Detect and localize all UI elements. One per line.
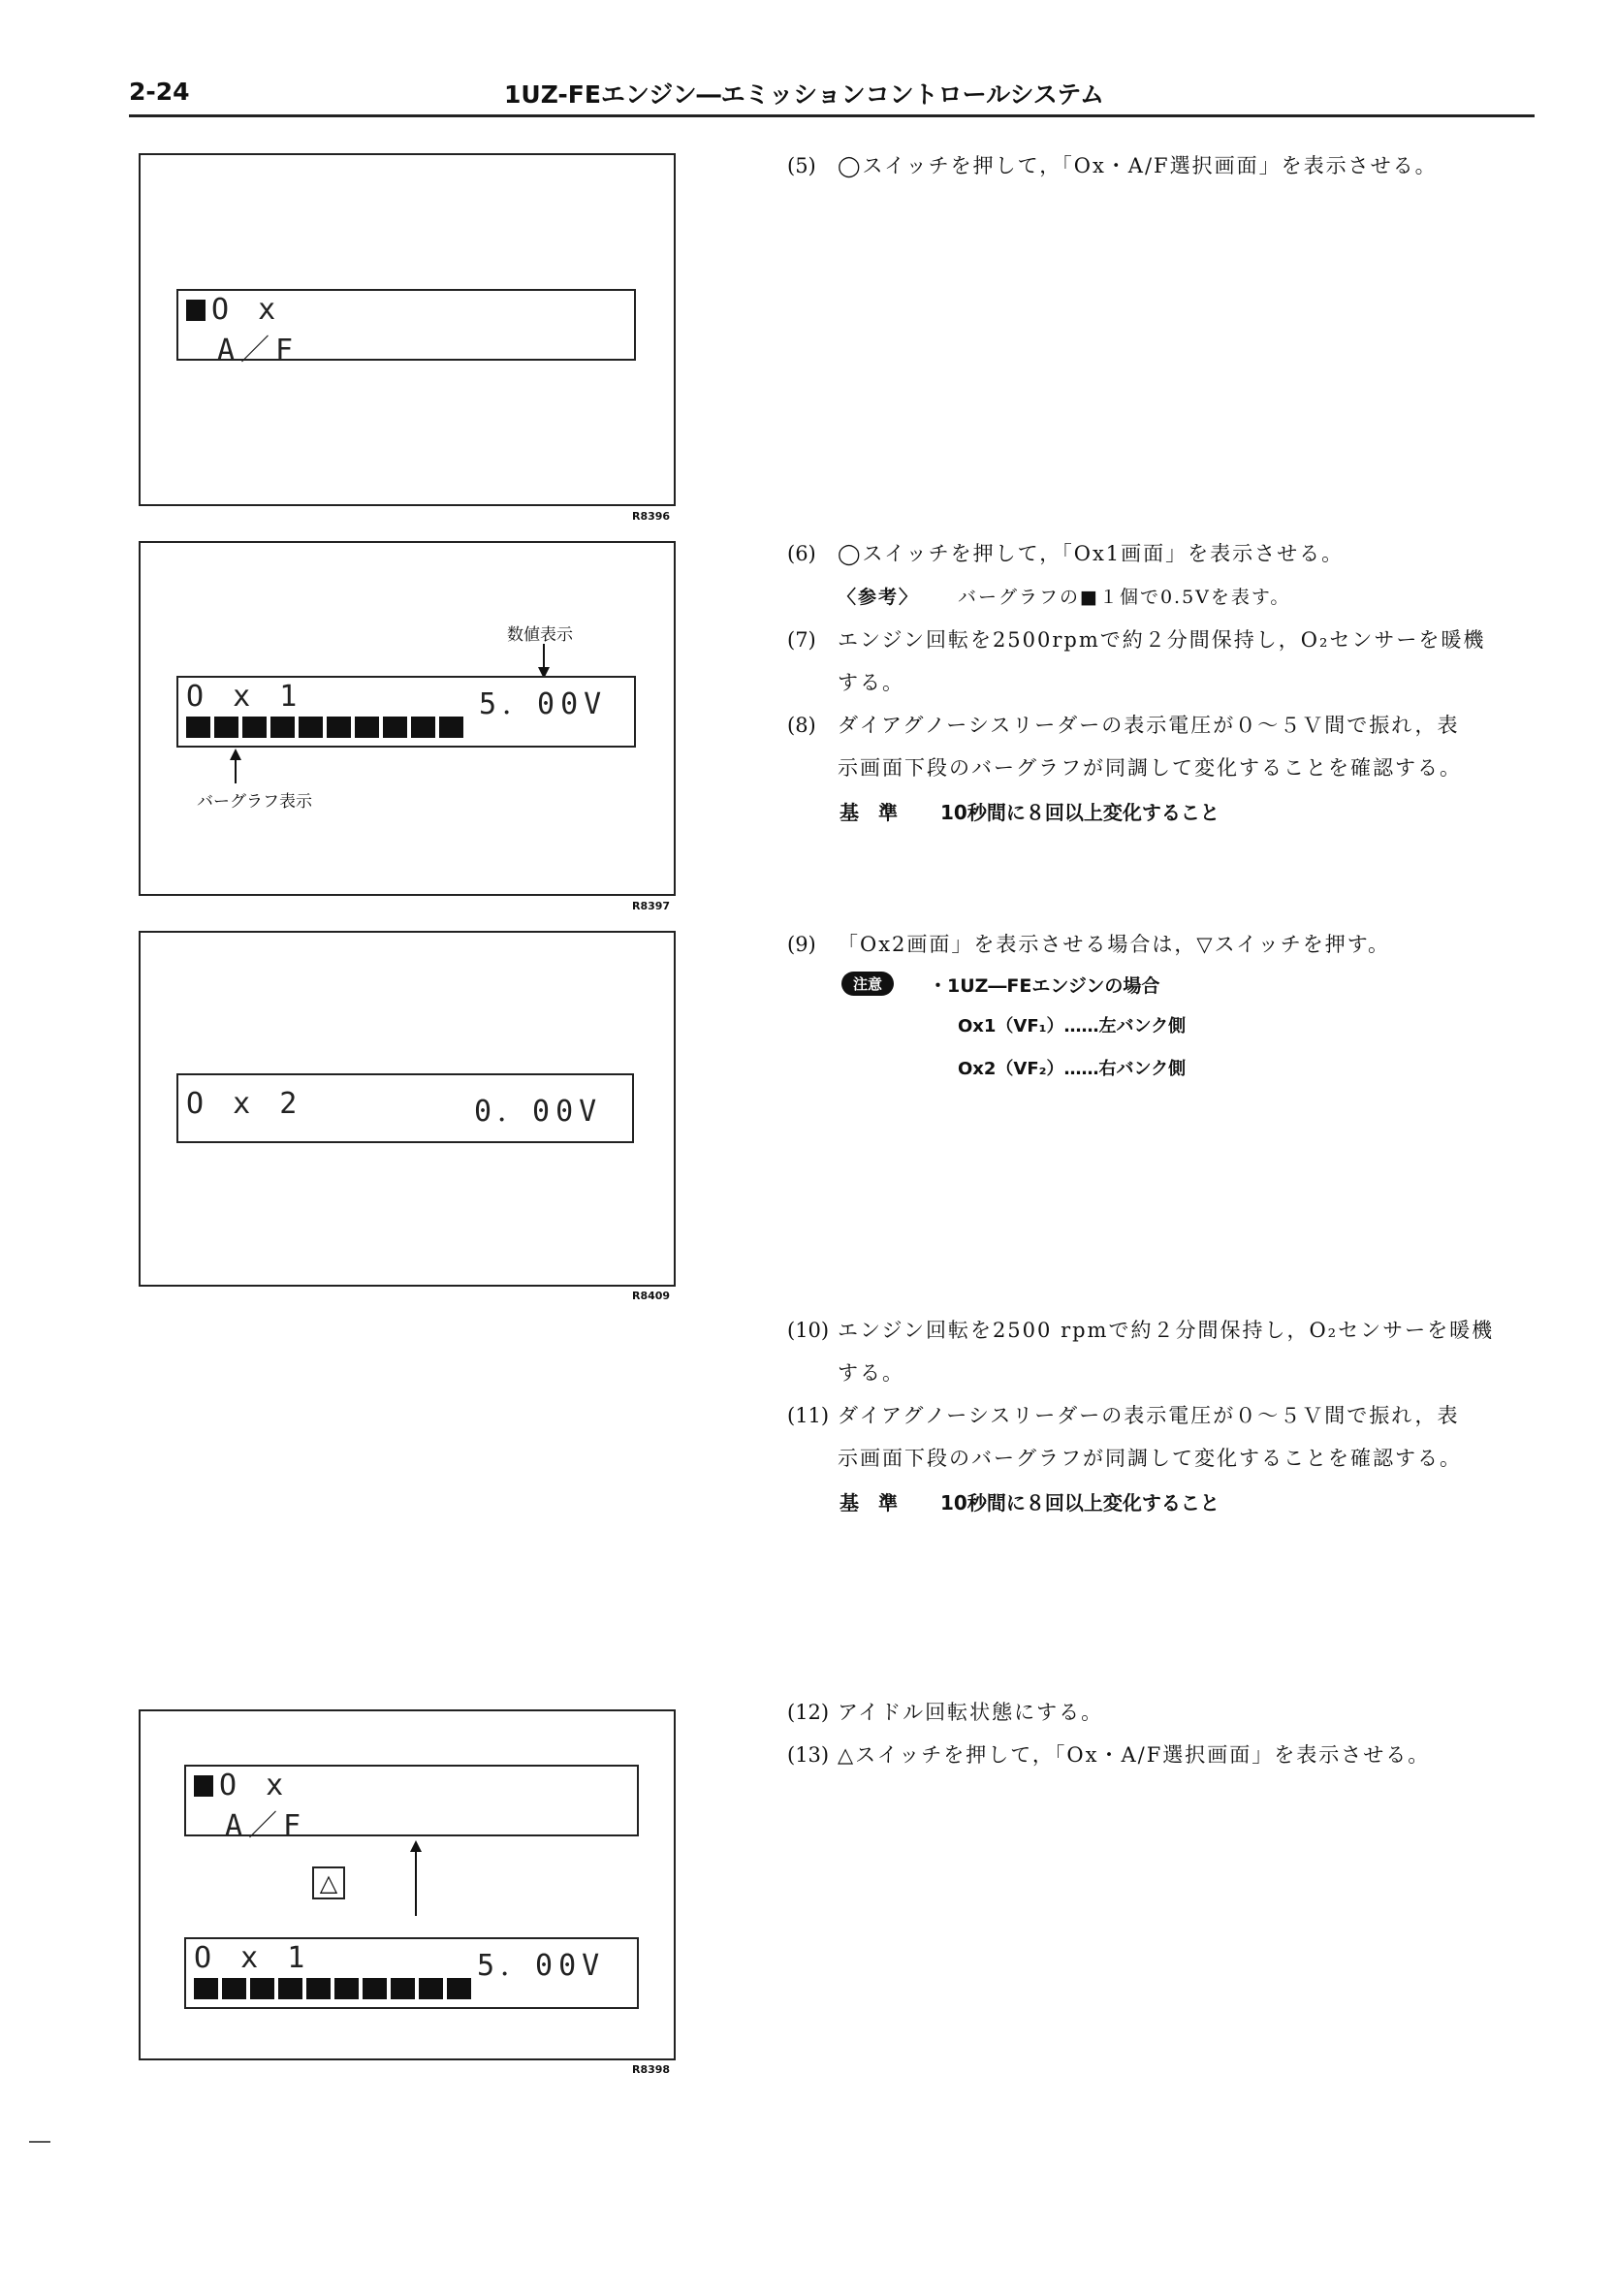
bar-segment xyxy=(419,1978,443,1999)
lcd-voltage-value: 5．00V xyxy=(477,1949,606,1983)
scan-mark xyxy=(29,2141,50,2143)
figure-ox1-screen xyxy=(139,541,676,896)
figure-code: R8396 xyxy=(632,510,671,523)
bar-segment xyxy=(411,717,435,738)
bar-segment xyxy=(383,717,407,738)
figure-ox2-screen xyxy=(139,931,676,1287)
step-10: (10) エンジン回転を2500 rpmで約２分間保持し，O₂センサーを暖機 xyxy=(787,1319,1495,1342)
bar-segment xyxy=(391,1978,415,1999)
bar-segment xyxy=(327,717,351,738)
bar-segment xyxy=(186,717,210,738)
bar-segment xyxy=(278,1978,302,1999)
step-7: (7) エンジン回転を2500rpmで約２分間保持し，O₂センサーを暖機 xyxy=(787,628,1486,652)
bar-segment xyxy=(299,717,323,738)
bar-segment xyxy=(222,1978,246,1999)
caution-line-1: ・1UZ―FEエンジンの場合 xyxy=(929,975,1160,997)
bar-graph-label: バーグラフ表示 xyxy=(197,792,312,812)
lcd-ox1-label: O x 1 xyxy=(194,1941,311,1975)
reference-note: 〈参考〉 バーグラフの■１個で0.5Vを表す。 xyxy=(838,587,1291,608)
arrow-up-icon xyxy=(415,1850,417,1916)
step-11: (11) ダイアグノーシスリーダーの表示電圧が０～５Ｖ間で振れ，表 xyxy=(787,1404,1460,1427)
bar-segment xyxy=(306,1978,331,1999)
page-number: 2-24 xyxy=(129,78,190,106)
figure-code: R8397 xyxy=(632,900,671,912)
bar-segment xyxy=(270,717,295,738)
bar-segment xyxy=(194,1978,218,1999)
value-display-label: 数値表示 xyxy=(507,625,573,645)
lcd-display xyxy=(184,1765,639,1843)
lcd-line-af: A／F xyxy=(217,334,300,367)
standard-2: 基 準 10秒間に８回以上変化すること xyxy=(840,1491,1220,1515)
bar-segment xyxy=(214,717,238,738)
caution-badge: 注意 xyxy=(841,972,894,996)
header-rule xyxy=(129,114,1535,117)
lcd-display xyxy=(176,289,636,367)
caution-line-3: Ox2（VF₂）……右バンク側 xyxy=(958,1059,1187,1079)
cursor-block xyxy=(186,300,206,321)
step-6: (6) ◯スイッチを押して，「Ox1画面」を表示させる。 xyxy=(787,542,1345,565)
caution-line-2: Ox1（VF₁）……左バンク側 xyxy=(958,1016,1187,1036)
step-13: (13) △スイッチを押して，「Ox・A/F選択画面」を表示させる。 xyxy=(787,1743,1431,1767)
step-10-cont: する。 xyxy=(838,1361,904,1385)
standard-1: 基 準 10秒間に８回以上変化すること xyxy=(840,801,1220,824)
lcd-ox1-label: O x 1 xyxy=(186,680,303,714)
bar-segment xyxy=(439,717,463,738)
lcd-display xyxy=(184,1937,639,2009)
figure-code: R8398 xyxy=(632,2063,671,2076)
lcd-display xyxy=(176,1073,634,1143)
bar-segment xyxy=(447,1978,471,1999)
arrow-up-icon xyxy=(235,758,237,783)
step-11-cont: 示画面下段のバーグラフが同調して変化することを確認する。 xyxy=(838,1447,1462,1470)
figure-ox-af-select xyxy=(139,153,676,506)
figure-return-to-select xyxy=(139,1709,676,2060)
bar-segment xyxy=(334,1978,359,1999)
arrow-down-icon xyxy=(543,644,545,669)
bar-graph xyxy=(194,1978,471,1999)
bar-graph xyxy=(186,717,463,738)
lcd-ox2-label: O x 2 xyxy=(186,1087,303,1121)
bar-segment xyxy=(242,717,267,738)
page-title: 1UZ-FEエンジン―エミッションコントロールシステム xyxy=(504,80,1105,109)
step-9: (9) 「Ox2画面」を表示させる場合は，▽スイッチを押す。 xyxy=(787,933,1391,956)
lcd-display xyxy=(176,676,636,748)
figure-code: R8409 xyxy=(632,1290,671,1302)
lcd-line-ox: O x xyxy=(211,293,282,327)
cursor-block xyxy=(194,1775,213,1797)
step-12: (12) アイドル回転状態にする。 xyxy=(787,1701,1104,1724)
step-5: (5) ◯スイッチを押して，「Ox・A/F選択画面」を表示させる。 xyxy=(787,154,1438,177)
up-triangle-switch-icon: △ xyxy=(312,1866,345,1899)
step-7-cont: する。 xyxy=(838,671,904,694)
lcd-voltage-value: 5．00V xyxy=(479,687,608,721)
bar-segment xyxy=(355,717,379,738)
step-8-cont: 示画面下段のバーグラフが同調して変化することを確認する。 xyxy=(838,756,1462,780)
lcd-line-ox: O x xyxy=(219,1769,290,1802)
bar-segment xyxy=(363,1978,387,1999)
lcd-voltage-value: 0．00V xyxy=(474,1095,603,1129)
step-8: (8) ダイアグノーシスリーダーの表示電圧が０～５Ｖ間で振れ，表 xyxy=(787,714,1460,737)
lcd-line-af: A／F xyxy=(225,1809,307,1843)
bar-segment xyxy=(250,1978,274,1999)
